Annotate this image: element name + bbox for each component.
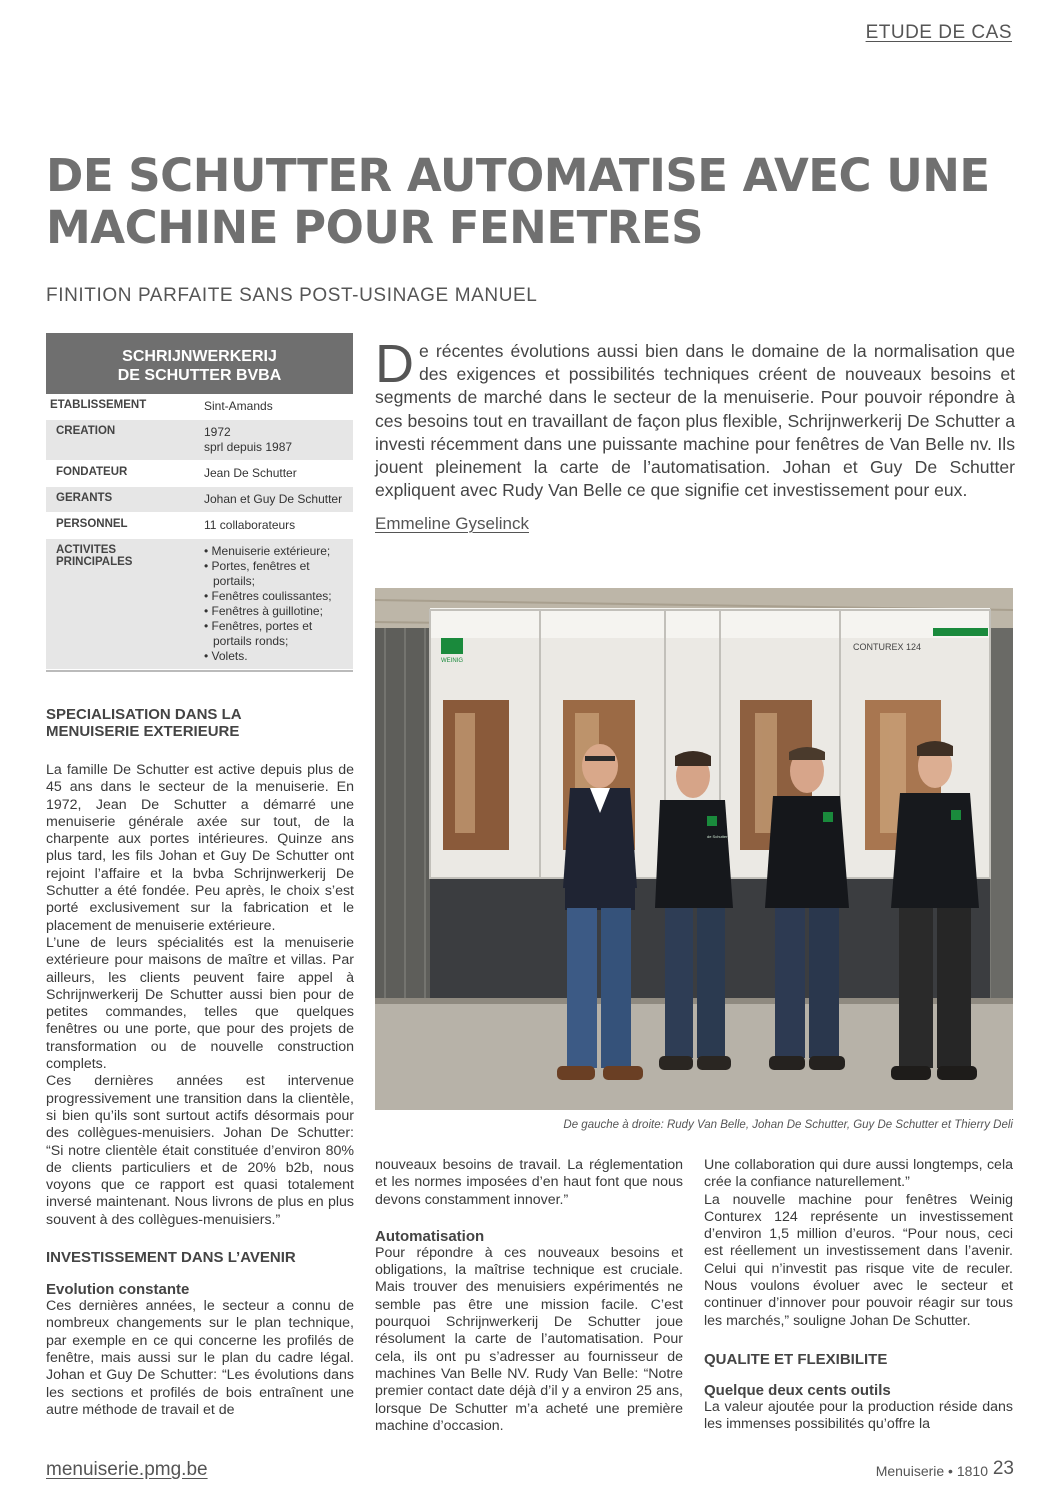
fact-row-etablissement xyxy=(46,394,353,420)
paragraph: La nouvelle machine pour fenêtres Weinig Conturex 124 représente un investissement d’environ 1,5 million d’euros. “Pour nous, ceci est réellement un investissement dans l’avenir. Celui qui n’investit pas risque vite de reculer. Nous voulons évoluer avec le secteur et continuer d’innover pour pouvoir réagir sur tous les marchés,” souligne Johan De Schutter. xyxy=(704,1191,1013,1329)
subheading-evolution: Evolution constante xyxy=(46,1281,190,1299)
factbox-header xyxy=(46,333,353,394)
heading-specialisation: SPECIALISATION DANS LA MENUISERIE EXTERIEURE xyxy=(46,706,242,740)
list-item: • Fenêtres coulissantes; xyxy=(204,589,332,603)
title-line-1: DE SCHUTTER AUTOMATISE AVEC UNE xyxy=(46,149,990,202)
fact-row-fondateur xyxy=(46,461,353,487)
fact-label: CREATION xyxy=(56,425,116,437)
paragraph: Ces dernières années est intervenue progressivement une transition dans la clientèle, si bien qu’ils sont surtout actifs désormais pour des collègues-menuisiers. Johan De Schutter: “Si notre clientèle était constituée d’environ 80% de clients particuliers et de 20% b2b, nous voyons que ce rapport est quasi totalement inversé maintenant. Nous livrons de plus en plus souvent à des collègues-menuisiers.” xyxy=(46,1073,354,1228)
fact-value: Sint-Amands xyxy=(204,399,273,413)
company-factbox xyxy=(46,333,353,672)
heading-investissement: INVESTISSEMENT DANS L’AVENIR xyxy=(46,1249,296,1267)
activities-list xyxy=(204,544,349,664)
fact-value xyxy=(196,420,353,460)
list-item: • Fenêtres, portes et portails ronds; xyxy=(204,619,313,648)
factbox-divider xyxy=(46,670,353,672)
article-subtitle: FINITION PARFAITE SANS POST-USINAGE MANUEL xyxy=(46,285,538,306)
fact-value-line: 1972 xyxy=(204,425,231,439)
subheading-outils: Quelque deux cents outils xyxy=(704,1381,891,1399)
fact-value xyxy=(196,539,353,669)
paragraph: La valeur ajoutée pour la production réside dans les immenses possibilités qu’offre la xyxy=(704,1398,1013,1433)
list-item: • Menuiserie extérieure; xyxy=(204,544,331,558)
fact-row-personnel xyxy=(46,513,353,539)
machine-model-text: CONTUREX 124 xyxy=(853,642,922,652)
team-photo-illustration xyxy=(375,588,1013,1110)
section-tag: ETUDE DE CAS xyxy=(865,22,1012,43)
fact-value: Johan et Guy De Schutter xyxy=(204,492,343,506)
company-name-line-2: DE SCHUTTER BVBA xyxy=(117,367,282,384)
author-byline[interactable]: Emmeline Gyselinck xyxy=(375,514,529,533)
paragraph: Une collaboration qui dure aussi longtemps, cela crée la confiance naturellement.” xyxy=(704,1157,1013,1191)
paragraph: nouveaux besoins de travail. La réglementation et les normes imposées d’en haut font que nous devons constamment innover.” xyxy=(375,1157,683,1208)
fact-value: Jean De Schutter xyxy=(204,466,297,480)
article-title xyxy=(46,150,1006,254)
page-number: 23 xyxy=(992,1458,1014,1479)
team-photo xyxy=(375,588,1013,1110)
column-3 xyxy=(704,1157,1013,1434)
column-1 xyxy=(46,706,354,1419)
paragraph: Ces dernières années, le secteur a connu de nombreux changements sur le plan technique, par exemple en ce qui concerne les profilés de fenêtre, mais aussi sur le plan du cadre légal. Johan et Guy De Schutter: “Les évolutions dans les sections et profilés de bois entraînent une autre méthode de travail et de xyxy=(46,1298,354,1418)
photo-caption: De gauche à droite: Rudy Van Belle, Johan De Schutter, Guy De Schutter et Thierry Deli xyxy=(563,1119,1013,1131)
fact-row-activites xyxy=(46,539,353,670)
fact-row-gerants xyxy=(46,487,353,513)
fact-value: 11 collaborateurs xyxy=(204,518,296,532)
fact-row-creation xyxy=(46,420,353,461)
list-item: • Portes, fenêtres et portails; xyxy=(204,559,310,588)
fact-label: ETABLISSEMENT xyxy=(50,399,147,411)
subheading-automatisation: Automatisation xyxy=(375,1227,485,1245)
shirt-logo-text: de Schutter xyxy=(707,834,728,839)
list-item: • Volets. xyxy=(204,649,248,663)
fact-label: GERANTS xyxy=(56,492,113,504)
article-lede xyxy=(375,334,1015,502)
drop-cap: D xyxy=(375,334,414,394)
list-item: • Fenêtres à guillotine; xyxy=(204,604,323,618)
machine-brand-text: WEINIG xyxy=(441,658,463,664)
fact-label: PERSONNEL xyxy=(56,518,128,530)
lede-text: e récentes évolutions aussi bien dans le domaine de la normalisation que des exigences et possibilités techniques créent de nouveaux besoins et segments de marché dans le secteur de la menuiserie. Pour pouvoir répondre à ces besoins tout en travaillant de façon plus flexible, Schrijnwerkerij De Schutter a investi récemment dans une puissante machine pour fenêtres de Van Belle nv. Ils jouent pleinement la carte de l’automatisation. Johan et Guy De Schutter expliquent avec Rudy Van Belle ce que signifie cet investissement pour eux. xyxy=(375,341,1015,501)
fact-label: FONDATEUR xyxy=(56,466,128,478)
fact-label: ACTIVITES PRINCIPALES xyxy=(56,544,133,568)
column-2 xyxy=(375,1157,683,1435)
footer-issue: Menuiserie • 1810 xyxy=(875,1463,988,1479)
paragraph: Pour répondre à ces nouveaux besoins et obligations, la maîtrise technique est cruciale. Mais trouver des menuisiers expérimentés ne semble pas être une mission facile. C’est pourquoi Schrijnwerkerij De Schutter joue résolument la carte de l’automatisation. Pour cela, ils ont pu s’adresser au fournisseur de machines Van Belle NV. Rudy Van Belle: “Notre premier contact date déjà d’il y a environ 25 ans, lorsque De Schutter m’a acheté une première machine d’occasion. xyxy=(375,1244,683,1434)
paragraph: L’une de leurs spécialités est la menuiserie extérieure pour maisons de maître et villas. Par ailleurs, les clients peuvent faire appel à Schrijnwerkerij De Schutter aussi bien pour de petites commandes, telles que quelques fenêtres ou une porte, que pour des projets de transformation ou de nouvelle construction complets. xyxy=(46,934,354,1073)
title-line-2: MACHINE POUR FENETRES xyxy=(46,201,704,254)
footer-website-link[interactable]: menuiserie.pmg.be xyxy=(46,1459,208,1480)
paragraph: La famille De Schutter est active depuis plus de 45 ans dans le secteur de la menuiserie. En 1972, Jean De Schutter a démarré une menuiserie générale axée sur tout, de la charpente aux portes intérieures. Quinze ans plus tard, les fils Johan et Guy De Schutter ont rejoint l’affaire et la bvba Schrijnwerkerij De Schutter a été fondée. Peu après, le choix s’est porté exclusivement sur la fabrication et le placement de menuiserie extérieure. xyxy=(46,762,354,934)
company-name-line-1: SCHRIJNWERKERIJ xyxy=(122,348,277,365)
fact-value-line: sprl depuis 1987 xyxy=(204,440,293,454)
heading-qualite: QUALITE ET FLEXIBILITE xyxy=(704,1350,888,1368)
